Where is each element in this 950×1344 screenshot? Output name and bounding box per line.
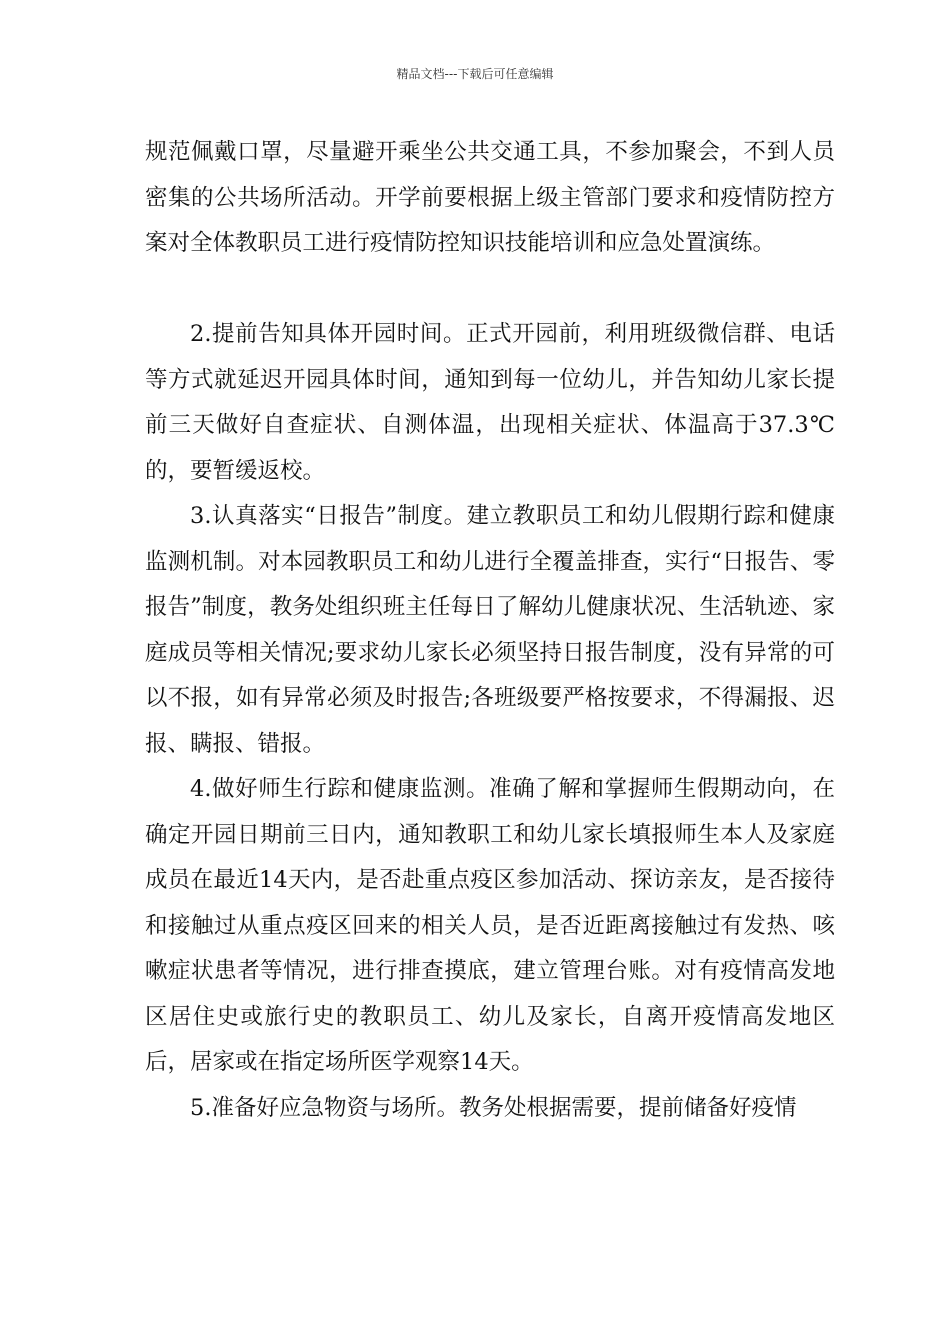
- page-header: 精品文档---下载后可任意编辑: [396, 67, 554, 81]
- paragraph-item-2: 2.提前告知具体开园时间。正式开园前，利用班级微信群、电话等方式就延迟开园具体时间，通知到每一位幼儿，并告知幼儿家长提前三天做好自查症状、自测体温，出现相关症状、体温高于37.3℃的，要暂缓返校。: [145, 321, 835, 484]
- paragraph-continuation: 规范佩戴口罩，尽量避开乘坐公共交通工具，不参加聚会，不到人员密集的公共场所活动。开学前要根据上级主管部门要求和疫情防控方案对全体教职员工进行疫情防控知识技能培训和应急处置演练。: [145, 139, 835, 256]
- document-body: [145, 130, 835, 1131]
- paragraph-item-5: 5.准备好应急物资与场所。教务处根据需要，提前储备好疫情: [190, 1094, 797, 1121]
- paragraph-item-4: 4.做好师生行踪和健康监测。准确了解和掌握师生假期动向，在确定开园日期前三日内，通知教职工和幼儿家长填报师生本人及家庭成员在最近14天内，是否赴重点疫区参加活动、探访亲友，是否接待和接触过从重点疫区回来的相关人员，是否近距离接触过有发热、咳嗽症状患者等情况，进行排查摸底，建立管理台账。对有疫情高发地区居住史或旅行史的教职员工、幼儿及家长，自离开疫情高发地区后，居家或在指定场所医学观察14天。: [145, 776, 835, 1075]
- paragraph-item-3: 3.认真落实“日报告”制度。建立教职员工和幼儿假期行踪和健康监测机制。对本园教职员工和幼儿进行全覆盖排查，实行“日报告、零报告”制度，教务处组织班主任每日了解幼儿健康状况、生活轨迹、家庭成员等相关情况;要求幼儿家长必须坚持日报告制度，没有异常的可以不报，如有异常必须及时报告;各班级要严格按要求，不得漏报、迟报、瞒报、错报。: [145, 503, 835, 757]
